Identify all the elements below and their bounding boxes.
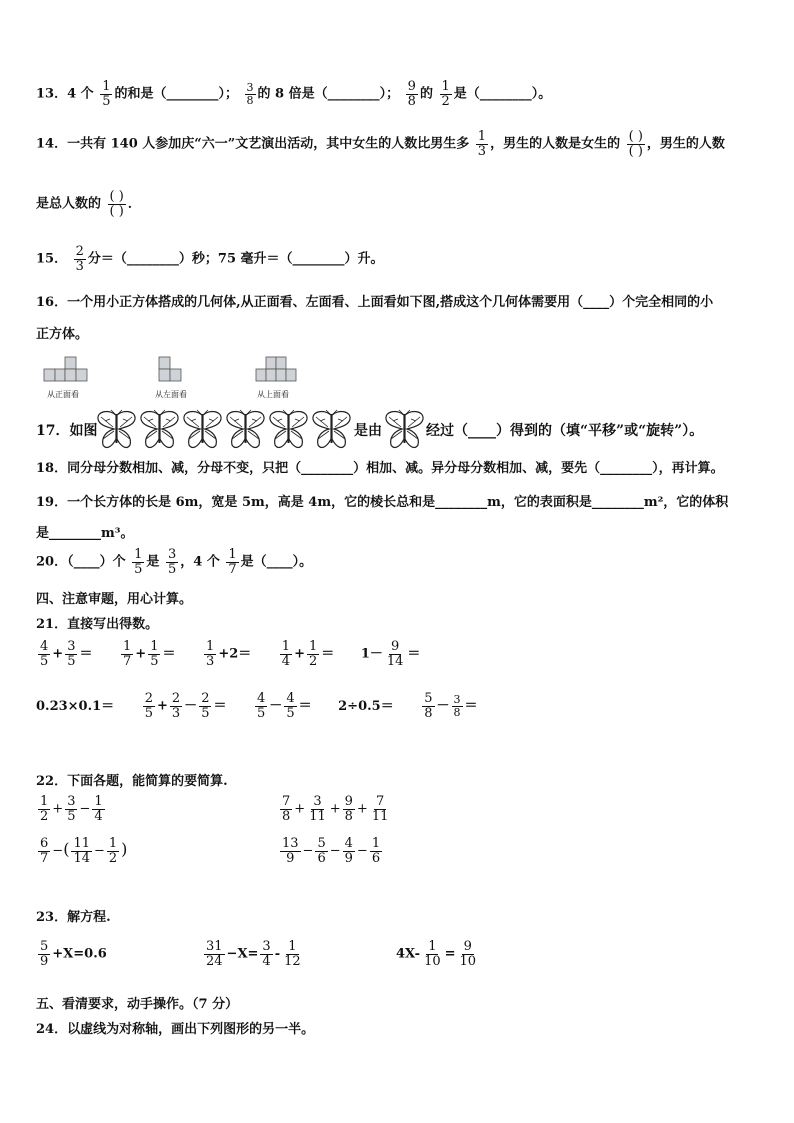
calc-item: $\frac{1}{3}$ +2＝ — [206, 639, 252, 669]
fraction: $\frac{2}{3}$ — [75, 244, 84, 274]
front-view-grid — [43, 356, 93, 382]
fraction: $\frac{1}{5}$ — [134, 547, 143, 577]
calc-item: $\frac{1}{4}$ + $\frac{1}{2}$ ＝ — [281, 639, 335, 669]
fraction: $\frac{1}{7}$ — [228, 547, 237, 577]
calc-item: $\frac{1}{7}$ + $\frac{1}{5}$ ＝ — [123, 639, 176, 669]
q22-expr-2: $\frac{7}{8}$ + $\frac{3}{11}$ + $\frac{9}{8}$ + $\frac{7}{11}$ — [282, 794, 389, 824]
question-19: 19．一个长方体的长是 6m，宽是 5m，高是 4m，它的棱长总和是________m，它的表面积是________m²，它的体积 — [36, 495, 729, 510]
butterfly-icon — [386, 410, 423, 447]
butterfly-row — [95, 407, 353, 451]
q23-eq-2: $\frac{31}{24}$ −X= $\frac{3}{4}$ - $\frac{1}{12}$ — [206, 939, 301, 969]
butterfly-icon — [313, 410, 350, 447]
question-17-mid: 是由 — [354, 423, 382, 439]
left-view-caption: 从左面看 — [155, 390, 187, 399]
question-14: 14．一共有 140 人参加庆“六一”文艺演出活动，其中女生的人数比男生多 $\frac{1}{3}$ ，男生的人数是女生的 $\frac{( )}{( )}$ ，男生的人数 — [36, 129, 725, 159]
question-19-line2: 是________m³。 — [36, 526, 134, 541]
fraction: $\frac{3}{8}$ — [246, 81, 254, 107]
calc-item: 1－ $\frac{9}{14}$ ＝ — [360, 639, 421, 669]
butterfly-icon — [227, 410, 264, 447]
top-view-caption: 从上面看 — [257, 390, 289, 399]
q21-row-1 — [36, 640, 442, 668]
question-21: 21．直接写出得数。 — [36, 617, 159, 632]
question-18: 18．同分母分数相加、减，分母不变，只把（________）相加、减。异分母分数相加、减，要先（________），再计算。 — [36, 461, 724, 476]
fraction: $\frac{1}{3}$ — [477, 129, 487, 159]
butterfly-single — [383, 407, 427, 451]
q21-row-2 — [36, 692, 500, 720]
question-14-line2: 是总人数的 $\frac{( )}{( )}$ ． — [36, 189, 141, 219]
calc-item: $\frac{4}{5}$ － $\frac{4}{5}$ ＝ — [257, 691, 312, 721]
butterfly-icon — [184, 410, 221, 447]
fraction: $\frac{1}{2}$ — [441, 79, 450, 109]
question-16-line2: 正方体。 — [36, 327, 89, 342]
q22-expr-4: $\frac{13}{9}$ − $\frac{5}{6}$ − $\frac{4}{9}$ − $\frac{1}{6}$ — [282, 836, 381, 866]
butterfly-icon — [141, 410, 178, 447]
q22-expr-3: $\frac{6}{7}$ −( $\frac{11}{14}$ − $\frac{1}{2}$ ) — [40, 836, 128, 866]
butterfly-icon — [98, 410, 135, 447]
fraction: $\frac{1}{5}$ — [102, 79, 111, 109]
calc-item: $\frac{4}{5}$ + $\frac{3}{5}$ ＝ — [40, 639, 93, 669]
calc-item: 2÷0.5＝ — [338, 698, 394, 714]
fraction: $\frac{9}{8}$ — [407, 79, 416, 109]
calc-item: $\frac{5}{8}$ － $\frac{3}{8}$ ＝ — [424, 691, 478, 721]
q23-eq-1: $\frac{5}{9}$ +X=0.6 — [40, 939, 107, 969]
calc-item: $\frac{2}{5}$ + $\frac{2}{3}$ － $\frac{2}{5}$ ＝ — [144, 691, 227, 721]
blank-fraction[interactable]: $\frac{( )}{( )}$ — [109, 189, 124, 219]
front-view-figure — [43, 356, 93, 382]
question-16: 16．一个用小正方体搭成的几何体,从正面看、左面看、上面看如下图,搭成这个几何体需要用（____）个完全相同的小 — [36, 295, 714, 310]
question-24: 24．以虚线为对称轴，画出下列图形的另一半。 — [36, 1022, 315, 1037]
left-view-figure — [158, 356, 184, 382]
front-view-caption: 从正面看 — [47, 390, 79, 399]
q23-eq-3: 4X- $\frac{1}{10}$ = $\frac{9}{10}$ — [396, 939, 477, 969]
left-view-grid — [158, 356, 184, 382]
q22-expr-1: $\frac{1}{2}$ + $\frac{3}{5}$ − $\frac{1}{4}$ — [40, 794, 103, 824]
question-15: 15． $\frac{2}{3}$ 分＝（________）秒；75 毫升＝（________）升。 — [36, 244, 384, 274]
section-5-heading: 五、看清要求，动手操作。（7 分） — [36, 997, 239, 1012]
question-17: 17．如图 — [36, 423, 98, 439]
top-view-figure — [255, 356, 297, 382]
butterfly-icon — [270, 410, 307, 447]
blank-fraction[interactable]: $\frac{( )}{( )}$ — [628, 129, 643, 159]
question-22: 22．下面各题，能简算的要简算. — [36, 774, 228, 789]
calc-item: 0.23×0.1＝ — [36, 698, 115, 714]
question-13: 13．4 个 $\frac{1}{5}$ 的和是（________）； $\frac{3}{8}$ 的 8 倍是（________）； $\frac{9}{8}$ 的 $\frac{1}{2}$ 是（________）。 — [36, 79, 552, 109]
fraction: $\frac{3}{5}$ — [167, 547, 177, 577]
question-23: 23．解方程. — [36, 910, 111, 925]
question-20: 20．（____）个 $\frac{1}{5}$ 是 $\frac{3}{5}$ ，4 个 $\frac{1}{7}$ 是（____）。 — [36, 547, 313, 577]
top-view-grid — [255, 356, 297, 382]
section-4-heading: 四、注意审题，用心计算。 — [36, 592, 193, 607]
question-17-end: 经过（____）得到的（填“平移”或“旋转”）。 — [426, 423, 704, 439]
